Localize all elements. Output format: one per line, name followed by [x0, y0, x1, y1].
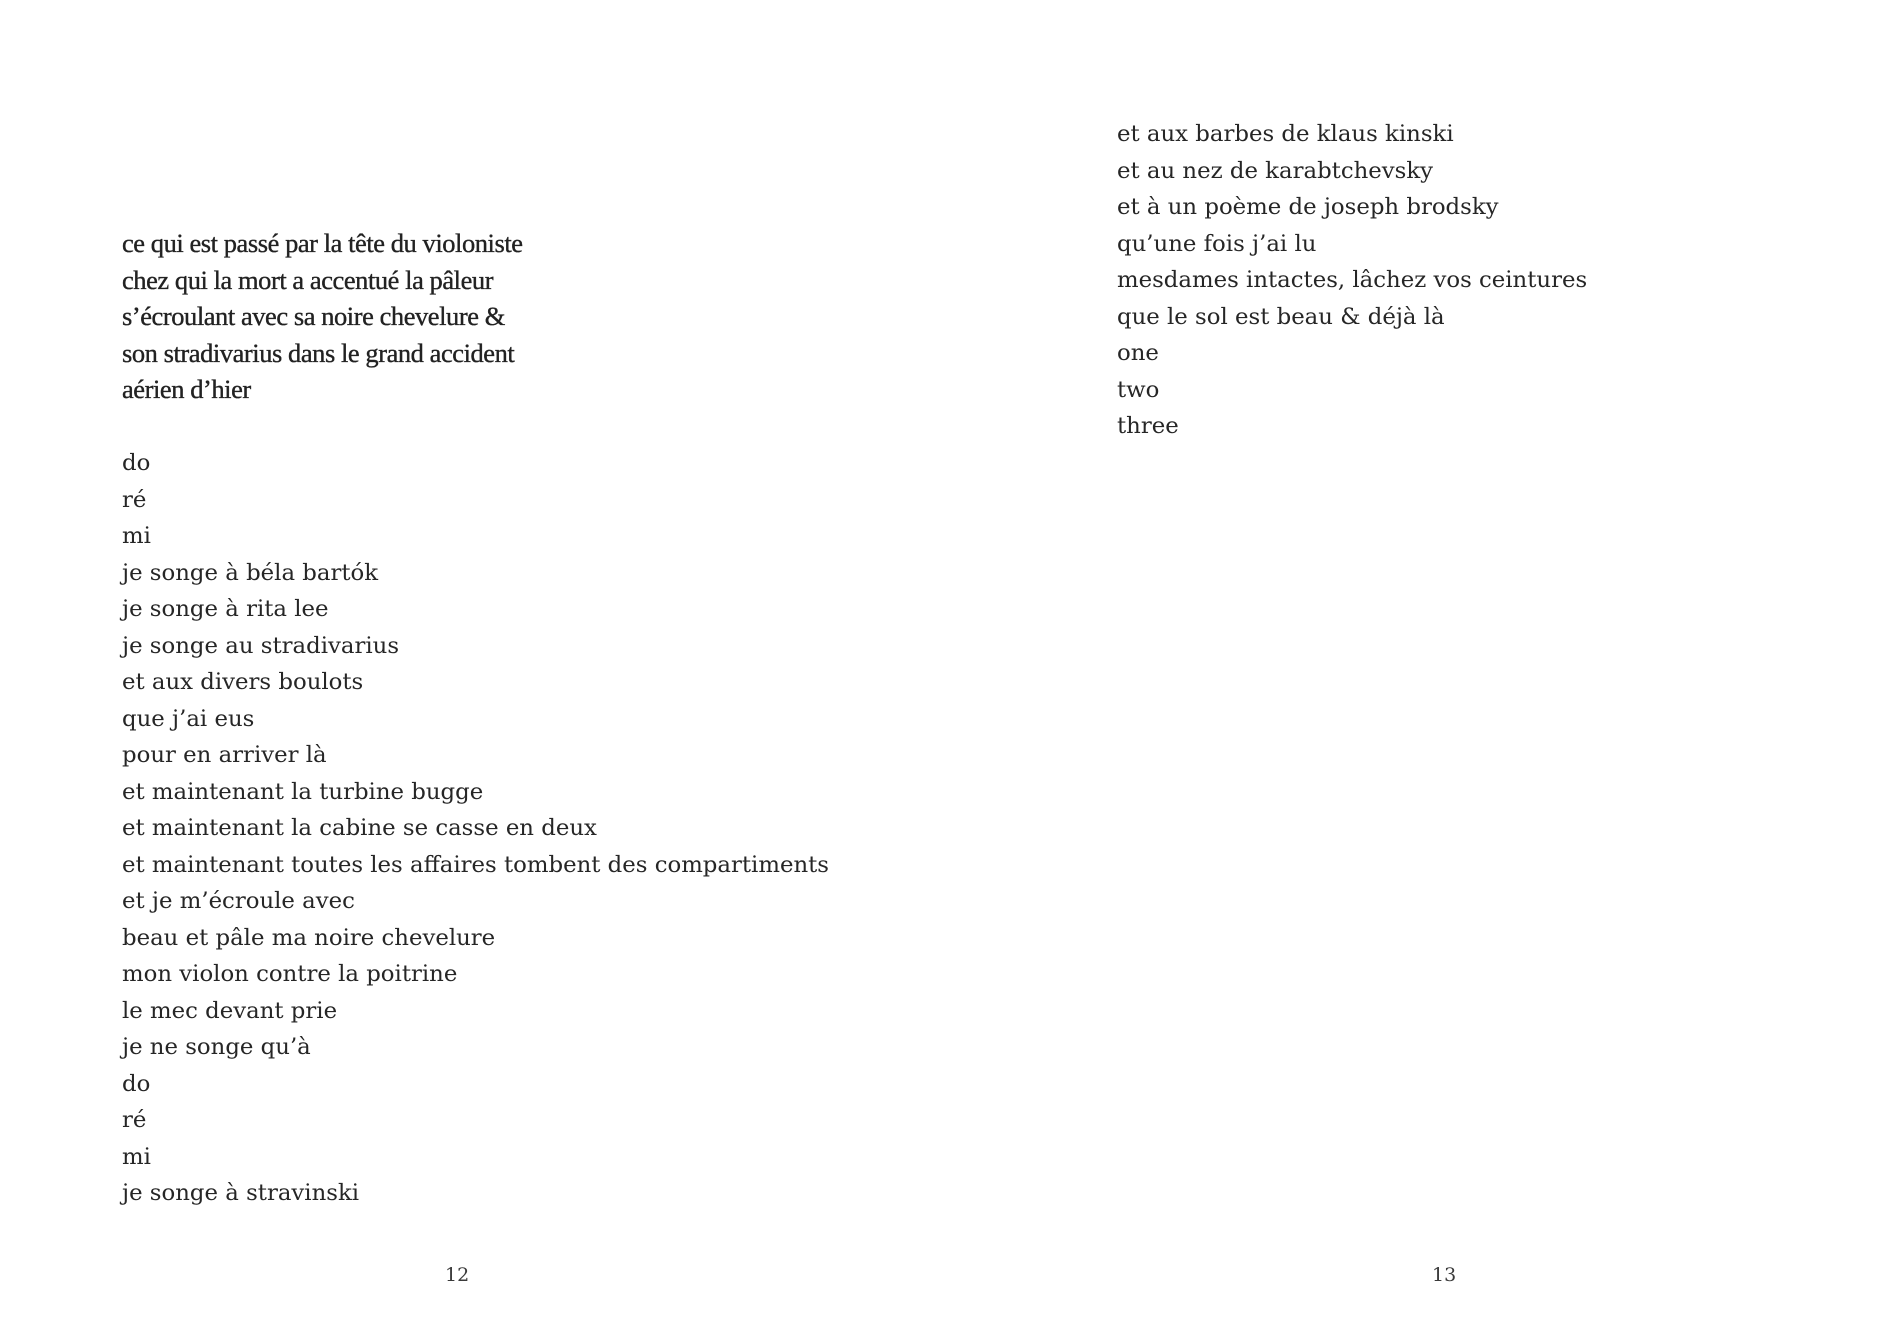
poem-line: beau et pâle ma noire chevelure	[122, 924, 496, 951]
poem-line: je songe à béla bartók	[122, 559, 379, 586]
poem-line: do	[122, 450, 151, 476]
poem-line: et au nez de karabtchevsky	[1117, 157, 1434, 184]
epigraph-line: aérien d’hier	[122, 374, 251, 404]
poem-line: pour en arriver là	[122, 742, 327, 768]
poem-line: mi	[122, 1143, 151, 1170]
poem-line: do	[122, 1070, 151, 1097]
poem-body-right	[1117, 116, 1587, 445]
epigraph-line: ce qui est passé par la tête du violoniste	[122, 228, 523, 258]
poem-line: mi	[122, 523, 151, 549]
poem-line: je ne songe qu’à	[122, 1034, 311, 1060]
poem-line: le mec devant prie	[122, 997, 338, 1024]
poem-line: je songe à stravinski	[122, 1180, 360, 1206]
poem-line: et je m’écroule avec	[122, 888, 355, 914]
poem-line: mesdames intactes, lâchez vos ceintures	[1117, 267, 1588, 293]
page-number-left: 12	[445, 1264, 470, 1286]
poem-line: one	[1117, 340, 1159, 366]
poem-line: et à un poème de joseph brodsky	[1117, 194, 1499, 220]
poem-line: et maintenant toutes les affaires tombent des compartiments	[122, 851, 829, 878]
poem-line: et maintenant la cabine se casse en deux	[122, 815, 597, 841]
right-page	[945, 0, 1890, 1339]
epigraph-line: son stradivarius dans le grand accident	[122, 337, 515, 368]
poem-line: ré	[122, 1107, 147, 1133]
epigraph-line: s’écroulant avec sa noire chevelure &	[122, 301, 505, 331]
poem-line: et maintenant la turbine bugge	[122, 778, 484, 805]
poem-line: mon violon contre la poitrine	[122, 961, 458, 987]
poem-line: three	[1117, 413, 1179, 439]
page-number-right: 13	[1432, 1264, 1457, 1286]
epigraph-line: chez qui la mort a accentué la pâleur	[122, 264, 494, 295]
poem-line: two	[1117, 376, 1160, 403]
poem-body-left	[122, 445, 829, 1212]
poem-line: je songe au stradivarius	[122, 632, 400, 659]
poem-line: ré	[122, 486, 147, 513]
poem-line: et aux divers boulots	[122, 669, 364, 695]
poem-line: et aux barbes de klaus kinski	[1117, 121, 1454, 147]
poem-line: que j’ai eus	[122, 705, 255, 732]
poem-line: qu’une fois j’ai lu	[1117, 230, 1317, 257]
poem-line: que le sol est beau & déjà là	[1117, 303, 1445, 330]
poem-line: je songe à rita lee	[122, 596, 329, 622]
epigraph	[122, 225, 523, 408]
